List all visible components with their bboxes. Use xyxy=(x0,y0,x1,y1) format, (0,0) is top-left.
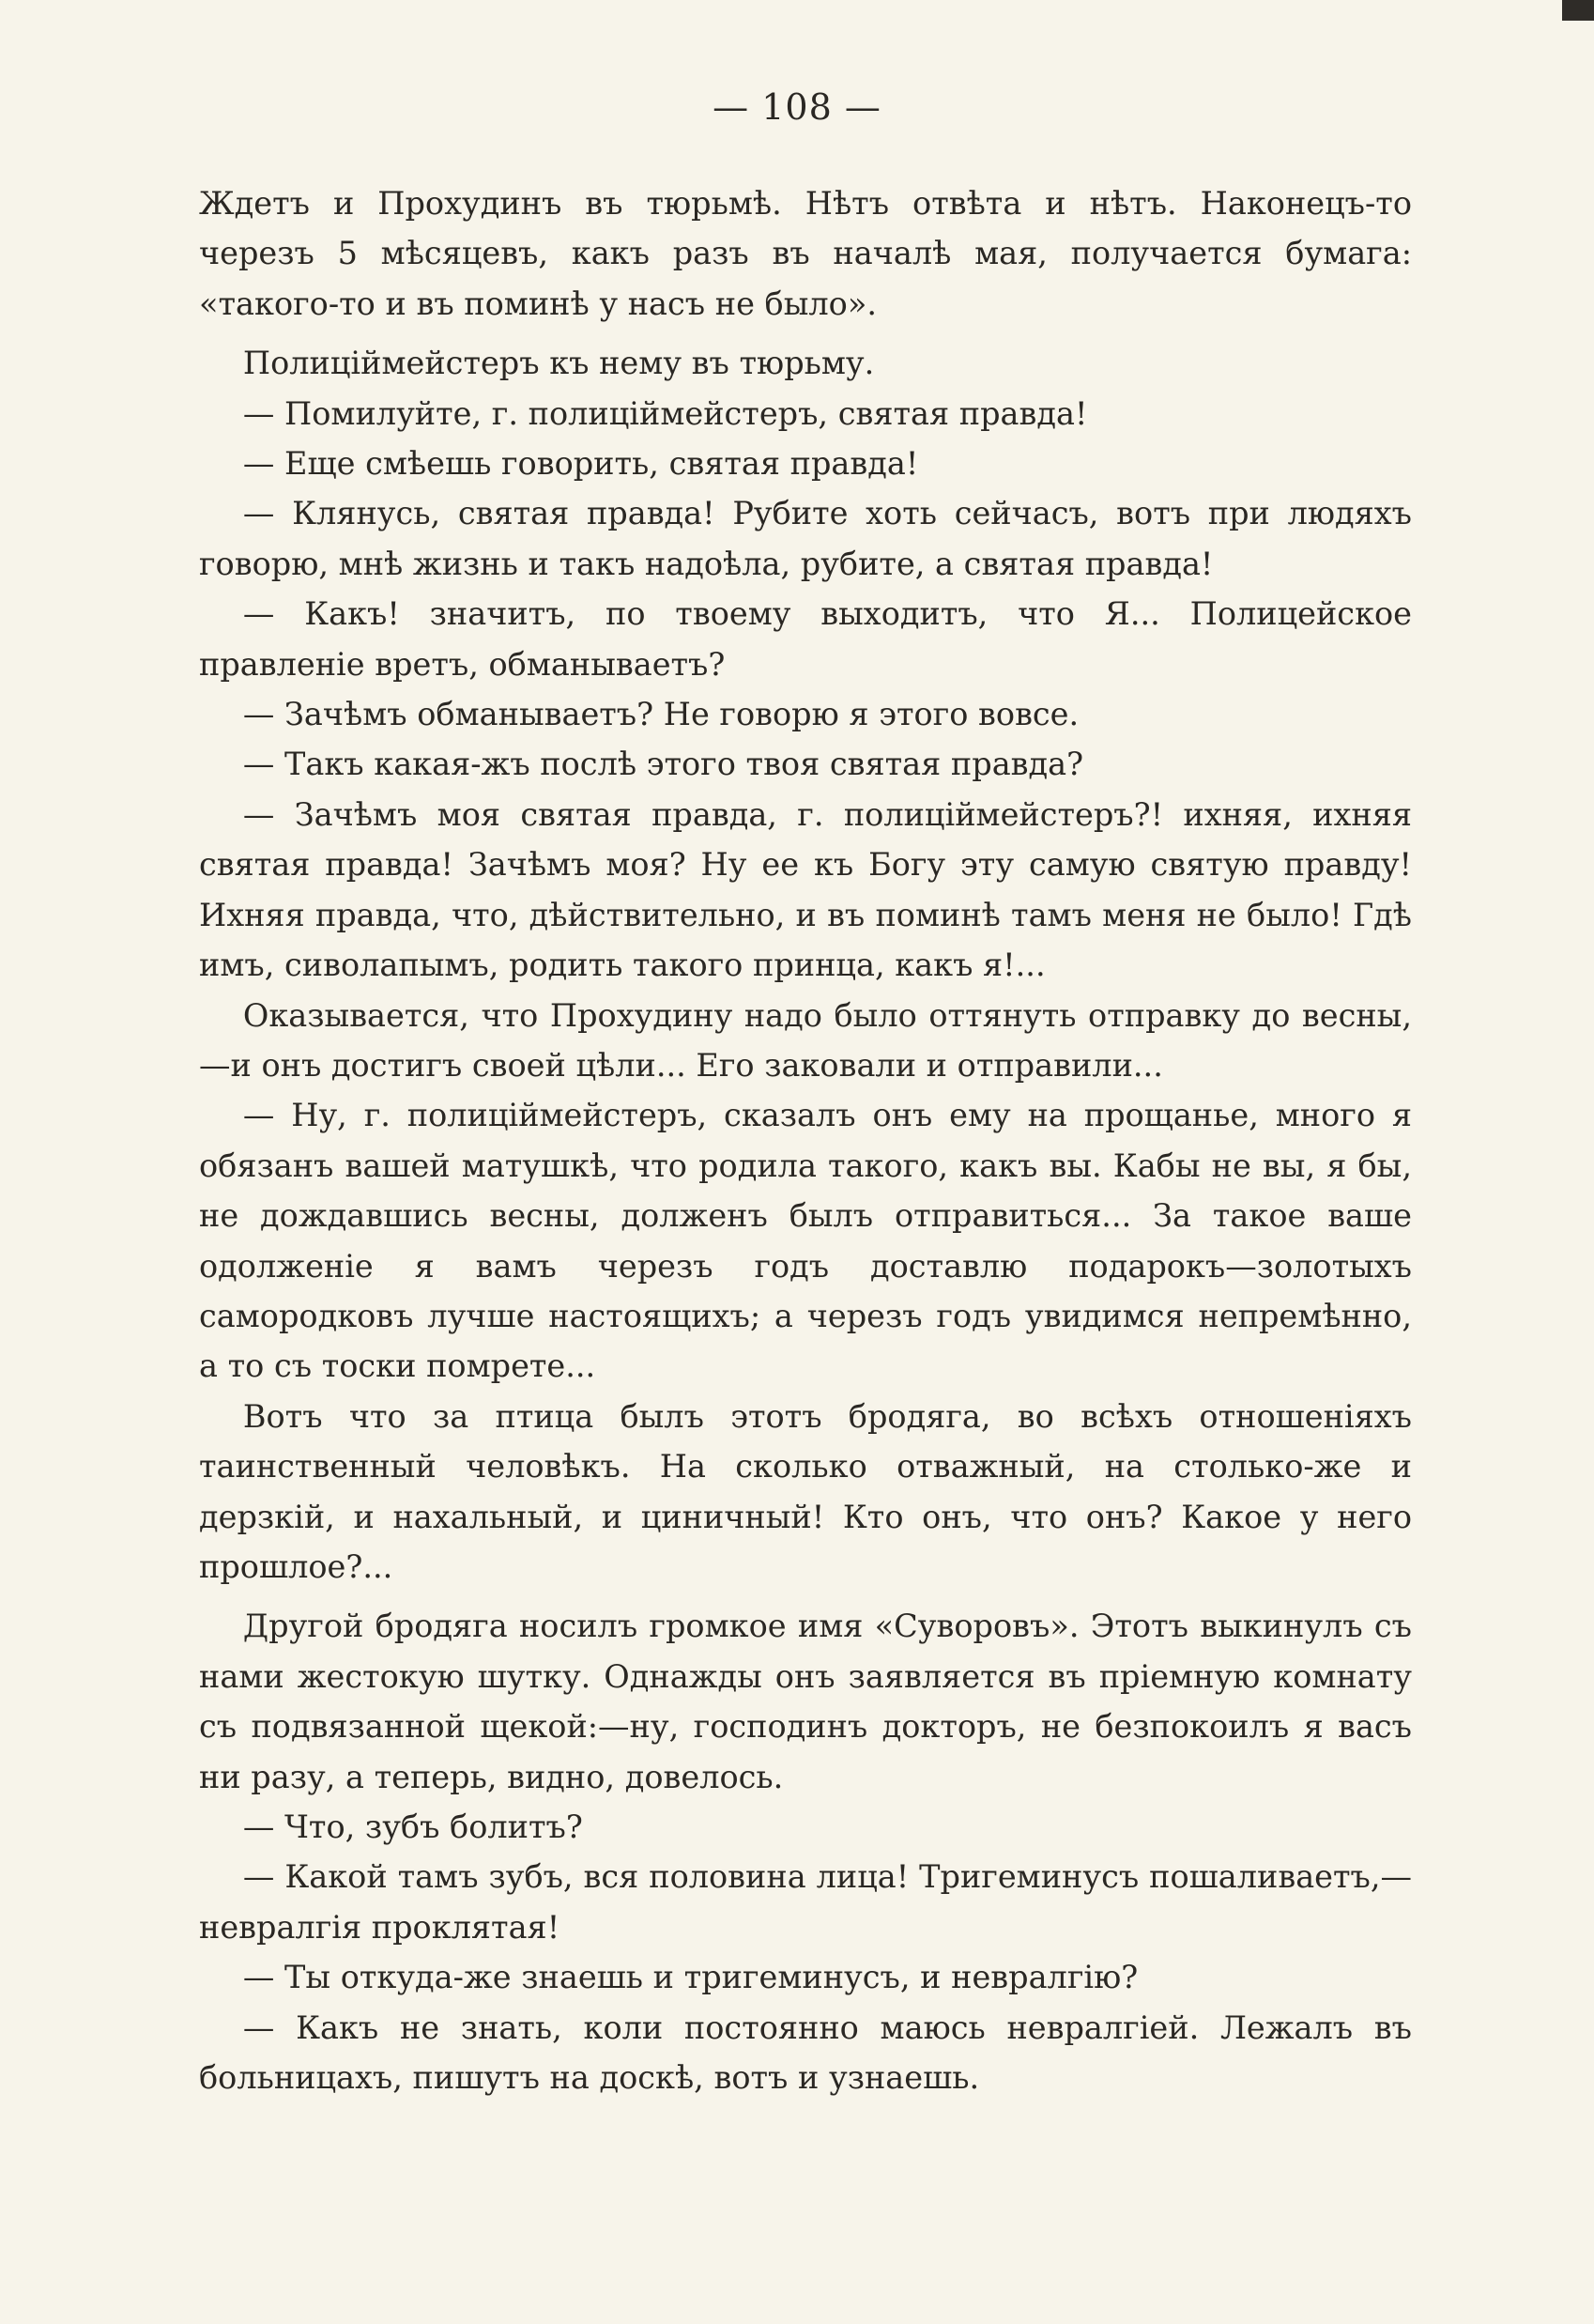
body-text xyxy=(199,178,1412,2102)
paragraph: Оказывается, что Прохудину надо было оттянуть отправку до весны,—и онъ достигъ своей цѣли... Его заковали и отправили... xyxy=(199,996,1412,1084)
paragraph: Полицiймейстеръ къ нему въ тюрьму. xyxy=(242,345,875,382)
paragraph: — Какой тамъ зубъ, вся половина лица! Тригеминусъ пошаливаетъ,—невралгiя проклятая! xyxy=(199,1858,1412,1946)
page-number: — 108 — xyxy=(713,86,881,128)
paragraph: — Ну, г. полицiймейстеръ, сказалъ онъ ему на прощанье, много я обязанъ вашей матушкѣ, что родила такого, какъ вы. Кабы не вы, я бы, не дождавшись весны, долженъ былъ отправиться... За такое ваше одолженiе я вамъ черезъ годъ доставлю подарокъ—золотыхъ самородковъ лучше настоящихъ; а черезъ годъ увидимся непремѣнно, а то съ тоски помрете... xyxy=(199,1097,1412,1385)
paragraph: — Какъ! значитъ, по твоему выходитъ, что Я... Полицейское правленiе вретъ, обманываетъ? xyxy=(199,595,1412,683)
paragraph: Другой бродяга носилъ громкое имя «Суворовъ». Этотъ выкинулъ съ нами жестокую шутку. Однажды онъ заявляется въ прiемную комнату съ подвязанной щекой:—ну, господинъ докторъ, не безпокоилъ я васъ ни разу, а теперь, видно, довелось. xyxy=(199,1608,1412,1795)
scan-corner-mark xyxy=(1562,0,1594,21)
paragraph: — Такъ какая-жъ послѣ этого твоя святая правда? xyxy=(242,746,1084,783)
paragraph: — Клянусь, святая правда! Рубите хоть сейчасъ, вотъ при людяхъ говорю, мнѣ жизнь и такъ надоѣла, рубите, а святая правда! xyxy=(199,495,1412,582)
paragraph: — Какъ не знать, коли постоянно маюсь невралгiей. Лежалъ въ больницахъ, пишутъ на доскѣ, вотъ и узнаешь. xyxy=(199,2008,1412,2097)
paragraph: — Еще смѣешь говорить, святая правда! xyxy=(242,445,919,483)
paragraph: — Ты откуда-же знаешь и тригеминусъ, и невралгiю? xyxy=(242,1959,1139,1996)
paragraph: Вотъ что за птица былъ этотъ бродяга, во всѣхъ отношенiяхъ таинственный человѣкъ. На сколько отважный, на столько-же и дерзкiй, и нахальный, и циничный! Кто онъ, что онъ? Какое у него прошлое?... xyxy=(199,1397,1412,1585)
paragraph: Ждетъ и Прохудинъ въ тюрьмѣ. Нѣтъ отвѣта и нѣтъ. Наконецъ-то черезъ 5 мѣсяцевъ, какъ разъ въ началѣ мая, получается бумага: «такого-то и въ поминѣ у насъ не было». xyxy=(199,185,1412,322)
paragraph: — Зачѣмъ обманываетъ? Не говорю я этого вовсе. xyxy=(242,696,1080,733)
paragraph: — Помилуйте, г. полицiймейстеръ, святая правда! xyxy=(242,394,1088,432)
paragraph: — Что, зубъ болитъ? xyxy=(242,1808,583,1845)
paragraph: — Зачѣмъ моя святая правда, г. полицiймейстеръ?! ихняя, ихняя святая правда! Зачѣмъ моя? Ну ее къ Богу эту самую святую правду! Ихняя правда, что, дѣйствительно, и въ поминѣ тамъ меня не было! Гдѣ имъ, сиволапымъ, родить такого принца, какъ я!... xyxy=(199,795,1412,984)
